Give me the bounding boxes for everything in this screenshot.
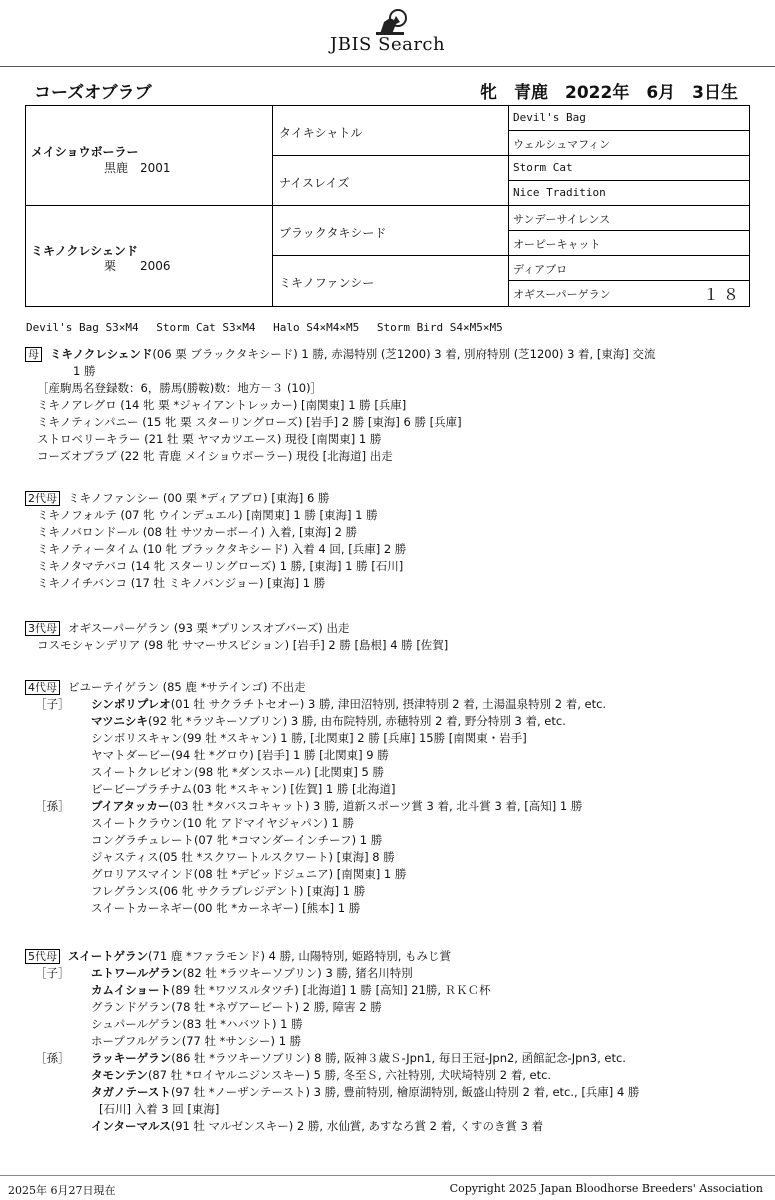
second-dam-section <box>25 490 406 592</box>
dam-section <box>25 346 656 465</box>
list-item[interactable]: コスモシャンデリア (98 牝 サマーサスピション) [岩手] 2 勝 [島根] 4 勝 [佐賀] <box>37 638 449 652</box>
copyright: Copyright 2025 Japan Bloodhorse Breeders' Association <box>449 1182 763 1195</box>
dam-produce-summary: ［産駒馬名登録数：6，勝馬(勝鞍)数：地方－３ (10)］ <box>37 381 323 395</box>
pedigree-g3-name[interactable]: Devil's Bag <box>513 111 586 124</box>
pedigree-g2-cell <box>273 206 509 256</box>
page-footer <box>0 1175 775 1197</box>
list-item[interactable]: フレグランス(06 牝 サクラプレジデント) [東海] 1 勝 <box>91 884 366 898</box>
list-item[interactable]: ミキノバロンドール (08 牡 サツカーボーイ) 入着, [東海] 2 勝 <box>37 525 358 539</box>
pedigree-g2-name[interactable]: ナイスレイズ <box>279 176 350 190</box>
list-item[interactable]: ミキノティンパニー (15 牝 栗 スターリングローズ) [岩手] 2 勝 [東海] 6 勝 [兵庫] <box>37 415 462 429</box>
children-tag: ［子］ <box>35 697 70 711</box>
list-item[interactable]: ミキノイチバンコ (17 牡 ミキノバンジョー) [東海] 1 勝 <box>37 576 326 590</box>
sire-name[interactable]: メイショウボーラー <box>31 145 139 159</box>
list-item[interactable]: コーズオブラブ (22 牝 青鹿 メイショウボーラー) 現役 [北海道] 出走 <box>37 449 393 463</box>
dam-detail: 栗 2006 <box>104 259 171 273</box>
list-item[interactable]: グロリアスマインド(08 牡 *デビッドジュニア) [南関東] 1 勝 <box>91 867 407 881</box>
list-item[interactable]: インターマルス(91 牡 マルゼンスキー) 2 勝, 水仙賞, あすなろ賞 2 着, くすのき賞 3 着 <box>91 1119 544 1133</box>
dam-line-name[interactable]: ミキノクレシェンド <box>50 347 153 361</box>
list-item[interactable]: シンボリスキャン(99 牡 *スキャン) 1 勝, [北関東] 2 勝 [兵庫] 15勝 [南関東・岩手] <box>91 731 527 745</box>
list-item[interactable]: タガノテースト(97 牡 *ノーザンテースト) 3 勝, 豊前特別, 檜原湖特別, 飯盛山特別 2 着, etc., [兵庫] 4 勝 <box>91 1085 640 1099</box>
list-item[interactable]: スイートクラウン(10 牝 アドマイヤジャパン) 1 勝 <box>91 816 355 830</box>
g4-children <box>25 696 606 798</box>
list-item[interactable]: ストロベリーキラー (21 牡 栗 ヤマカツエース) 現役 [南関東] 1 勝 <box>37 432 382 446</box>
family-number: １８ <box>702 285 743 304</box>
list-item[interactable]: エトワールゲラン(82 牡 *ラツキーソブリン) 3 勝, 猪名川特別 <box>91 966 413 980</box>
fourth-dam-section <box>25 679 606 917</box>
dam-name[interactable]: ミキノクレシェンド <box>31 244 138 258</box>
pedigree-g2-name[interactable]: ミキノファンシー <box>279 276 375 290</box>
section-tag: 5代母 <box>25 949 60 964</box>
pedigree-g3-cell <box>509 206 749 231</box>
pedigree-g3-name[interactable]: サンデーサイレンス <box>513 213 611 226</box>
pedigree-g2-name[interactable]: タイキシャトル <box>279 126 363 140</box>
list-item[interactable]: シンボリプレオ(01 牡 サクラチトセオー) 3 勝, 津田沼特別, 摂津特別 2 着, 土湯温泉特別 2 着, etc. <box>91 697 607 711</box>
g5-children <box>25 965 639 1050</box>
section-head[interactable]: ビユーテイゲラン (85 鹿 *サテインゴ) 不出走 <box>68 680 306 694</box>
pedigree-g3-name[interactable]: ウェルシュマフィン <box>513 138 611 151</box>
horse-info: 牝 青鹿 2022年 6月 3日生 <box>480 83 738 103</box>
fifth-dam-section <box>25 948 639 1135</box>
pedigree-g3-cell <box>509 156 749 181</box>
list-item[interactable]: ブイアタッカー(03 牡 *タバスコキャット) 3 勝, 道新スポーツ賞 3 着, 北斗賞 3 着, [高知] 1 勝 <box>91 799 583 813</box>
pedigree-g3-cell <box>509 106 749 131</box>
horse-name: コーズオブラブ <box>34 83 152 103</box>
list-item[interactable]: ホープフルゲラン(77 牡 *サンシー) 1 勝 <box>91 1034 302 1048</box>
pedigree-g2-cell <box>273 256 509 306</box>
list-item[interactable]: ヤマトダービー(94 牡 *グロウ) [岩手] 1 勝 [北関東] 9 勝 <box>91 748 389 762</box>
logo-text[interactable]: JBIS Search <box>330 34 446 55</box>
list-item: [石川] 入着 3 回 [東海] <box>99 1102 220 1116</box>
pedigree-g3-cell <box>509 231 749 256</box>
list-item[interactable]: スイートクレビオン(98 牝 *ダンスホール) [北関東] 5 勝 <box>91 765 385 779</box>
list-item[interactable]: カムイショート(89 牡 *ワツスルタツチ) [北海道] 1 勝 [高知] 21勝, ＲＫＣ杯 <box>91 983 491 997</box>
header-divider <box>0 66 775 67</box>
grandchildren-tag: ［孫］ <box>35 799 70 813</box>
sire-detail: 黒鹿 2001 <box>104 161 171 175</box>
pedigree-g2-name[interactable]: ブラックタキシード <box>279 226 387 240</box>
list-item[interactable]: ミキノタマテバコ (14 牝 スターリングローズ) 1 勝, [東海] 1 勝 [石川] <box>37 559 404 573</box>
pedigree-g3-cell <box>509 131 749 156</box>
pedigree-g3-name[interactable]: Nice Tradition <box>513 186 606 199</box>
section-head-rest: (71 鹿 *ファラモンド) 4 勝, 山陽特別, 姫路特別, もみじ賞 <box>148 949 452 963</box>
pedigree-g3-name[interactable]: オギスーパーゲラン <box>513 288 611 301</box>
pedigree-sire-cell <box>26 106 273 206</box>
g5-grandchildren <box>25 1050 639 1135</box>
site-header <box>0 8 775 58</box>
list-item[interactable]: ミキノティータイム (10 牝 ブラックタキシード) 入着 4 回, [兵庫] 2 勝 <box>37 542 407 556</box>
section-tag: 3代母 <box>25 621 60 636</box>
children-tag: ［子］ <box>35 966 70 980</box>
list-item[interactable]: ミキノアレグロ (14 牝 栗 *ジャイアントレッカー) [南関東] 1 勝 [兵庫] <box>37 398 407 412</box>
list-item[interactable]: グランドゲラン(78 牡 *ネヴアービート) 2 勝, 障害 2 勝 <box>91 1000 382 1014</box>
pedigree-g3-name[interactable]: ディアブロ <box>513 263 568 276</box>
pedigree-dam-cell <box>26 206 273 306</box>
section-head-name[interactable]: スイートゲラン <box>68 949 149 963</box>
pedigree-g3-cell <box>509 256 749 281</box>
pedigree-g3-name[interactable]: Storm Cat <box>513 161 573 174</box>
list-item[interactable]: ビービープラチナム(03 牝 *スキャン) [佐賀] 1 勝 [北海道] <box>91 782 396 796</box>
jbis-logo-icon <box>372 8 412 36</box>
pedigree-g3-cell <box>509 281 749 306</box>
third-dam-section <box>25 620 448 654</box>
pedigree-table <box>25 105 750 307</box>
grandchildren-tag: ［孫］ <box>35 1051 70 1065</box>
section-tag: 母 <box>25 347 42 362</box>
dam-line2: 1 勝 <box>73 364 96 378</box>
pedigree-g3-cell <box>509 181 749 206</box>
inbreeding-summary: Devil's Bag S3×M4 Storm Cat S3×M4 Halo S4×M4×M5 Storm Bird S4×M5×M5 <box>26 321 503 334</box>
list-item[interactable]: シュパールゲラン(83 牡 *ハバツト) 1 勝 <box>91 1017 303 1031</box>
g4-grandchildren <box>25 798 606 917</box>
section-tag: 4代母 <box>25 680 60 695</box>
list-item[interactable]: ラッキーゲラン(86 牡 *ラツキーソブリン) 8 勝, 阪神３歳Ｓ-Jpn1, 毎日王冠-Jpn2, 函館記念-Jpn3, etc. <box>91 1051 626 1065</box>
section-head[interactable]: ミキノファンシー (00 栗 *ディアブロ) [東海] 6 勝 <box>68 491 330 505</box>
as-of-date: 2025年 6月27日現在 <box>8 1184 116 1197</box>
list-item[interactable]: マツニシキ(92 牝 *ラツキーソブリン) 3 勝, 由布院特別, 赤穂特別 2 着, 野分特別 3 着, etc. <box>91 714 566 728</box>
list-item[interactable]: ミキノフォルテ (07 牝 ウインデュエル) [南関東] 1 勝 [東海] 1 勝 <box>37 508 378 522</box>
section-head[interactable]: オギスーパーゲラン (93 栗 *プリンスオブバーズ) 出走 <box>68 621 350 635</box>
list-item[interactable]: スイートカーネギー(00 牝 *カーネギー) [熊本] 1 勝 <box>91 901 361 915</box>
pedigree-g2-cell <box>273 156 509 206</box>
dam-line-rest: (06 栗 ブラックタキシード) 1 勝, 赤湯特別 (芝1200) 3 着, 別府特別 (芝1200) 3 着, [東海] 交流 <box>152 347 656 361</box>
section-tag: 2代母 <box>25 491 60 506</box>
pedigree-g2-cell <box>273 106 509 156</box>
list-item[interactable]: コングラチュレート(07 牝 *コマンダーインチーフ) 1 勝 <box>91 833 383 847</box>
pedigree-g3-name[interactable]: オーピーキャット <box>513 238 601 251</box>
list-item[interactable]: タモンテン(87 牡 *ロイヤルニジンスキー) 5 勝, 冬至Ｓ, 六社特別, 犬吠埼特別 2 着, etc. <box>91 1068 552 1082</box>
list-item[interactable]: ジャスティス(05 牡 *スクワートルスクワート) [東海] 8 勝 <box>91 850 395 864</box>
